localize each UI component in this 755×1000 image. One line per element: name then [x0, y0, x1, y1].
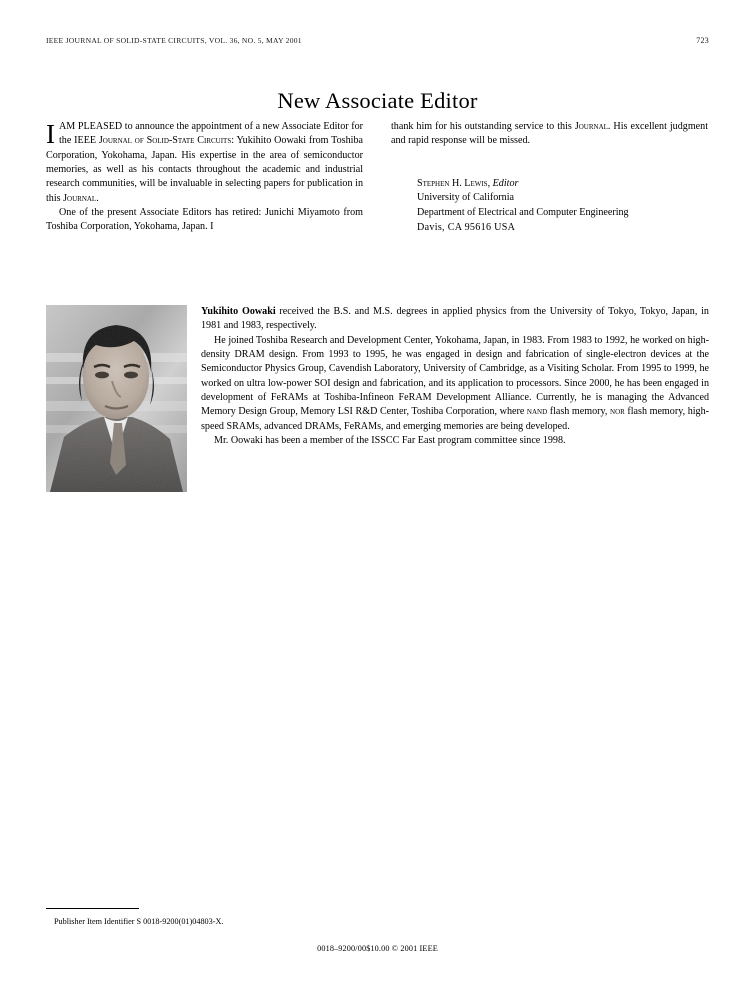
editor-signature-block — [391, 177, 708, 236]
intro-p3-text-b: . His excellent judgment and rapid response will be missed. — [391, 121, 709, 147]
intro-paragraph-2: One of the present Associate Editors has retired: Junichi Miyamoto from Toshiba Corporation, Yokohama, Japan. I — [46, 207, 363, 233]
signature-name-line: Stephen H. Lewis, Editor — [417, 177, 519, 189]
bio-p2-text-c: flash memory, high-speed SRAMs, advanced DRAMs, FeRAMs, and emerging memories are being developed. — [201, 406, 709, 432]
publisher-item-identifier: Publisher Item Identifier S 0018-9200(01)04803-X. — [54, 917, 224, 926]
bio-p2-text-b: flash memory, — [547, 406, 611, 418]
editor-department: Department of Electrical and Computer Engineering — [417, 207, 629, 219]
page-number: 723 — [696, 36, 709, 45]
journal-reference: IEEE JOURNAL OF SOLID-STATE CIRCUITS, VOL. 36, NO. 5, MAY 2001 — [46, 36, 302, 45]
editor-address: Davis, CA 95616 USA — [417, 222, 516, 234]
intro-right-column — [391, 120, 708, 236]
bio-p1-text: received the B.S. and M.S. degrees in applied physics from the University of Tokyo, Tokyo, Japan, in 1981 and 1983, respectively. — [201, 306, 709, 332]
bio-person-name: Yukihito Oowaki — [201, 306, 276, 317]
intro-columns — [46, 120, 709, 236]
running-head — [46, 36, 709, 45]
journal-word-smallcaps-1: Journal — [63, 192, 97, 204]
footnote-rule — [46, 908, 139, 909]
drop-cap: I — [46, 119, 55, 149]
intro-p1-text-a: AM PLEASED to announce the appointment of a new Associate Editor for the — [59, 121, 363, 147]
bio-paragraph-3: Mr. Oowaki has been a member of the ISSCC Far East program committee since 1998. — [214, 435, 566, 447]
nand-smallcaps: nand — [526, 406, 548, 418]
page-title: New Associate Editor — [277, 88, 478, 114]
editor-role: Editor — [492, 177, 519, 189]
intro-p1-text-c: . — [96, 192, 99, 204]
portrait-photo-image — [46, 305, 187, 492]
editor-affiliation: University of California — [417, 192, 514, 204]
bio-p2-text-a: He joined Toshiba Research and Development Center, Yokohama, Japan, in 1983. From 1983 to 1992, he worked on high-density DRAM design. From 1993 to 1995, he was engaged in design and fabrication of single-electron devices at the Semiconductor Physics Group, Cavendish Laboratory, University of Cambridge, as a Visiting Scholar. From 1995 to 1999, he worked on ultra low-power SOI design and fabrication, and its application to processors. Since 2000, he has been engaged in development of FeRAMs at Toshiba-Infineon FeRAM Development Alliance. Currently, he is managing the Advanced Memory Design Group, Memory LSI R&D Center, Toshiba Corporation, where — [201, 334, 709, 418]
intro-left-column — [46, 120, 363, 236]
intro-p3-text-a: thank him for his outstanding service to this — [391, 121, 575, 132]
journal-word-smallcaps-2: Journal — [574, 121, 608, 132]
journal-name-smallcaps: IEEE Journal of Solid-State Circuits — [74, 135, 232, 147]
biography-block — [46, 305, 709, 496]
portrait-photo — [46, 305, 187, 492]
copyright-line: 0018–9200/00$10.00 © 2001 IEEE — [317, 944, 438, 953]
intro-p1-text-b: : Yukihito Oowaki from Toshiba Corporation, Yokohama, Japan. His expertise in the area of semiconductor memories, as well as his contacts throughout the academic and industrial research communities, will be invaluable in selecting papers for publication in this — [46, 135, 363, 204]
intro-paragraph-1 — [46, 120, 363, 206]
editor-name: Stephen H. Lewis — [417, 177, 488, 189]
intro-paragraph-3 — [391, 120, 708, 149]
nor-smallcaps: nor — [610, 406, 625, 418]
footnote-block — [46, 908, 446, 927]
